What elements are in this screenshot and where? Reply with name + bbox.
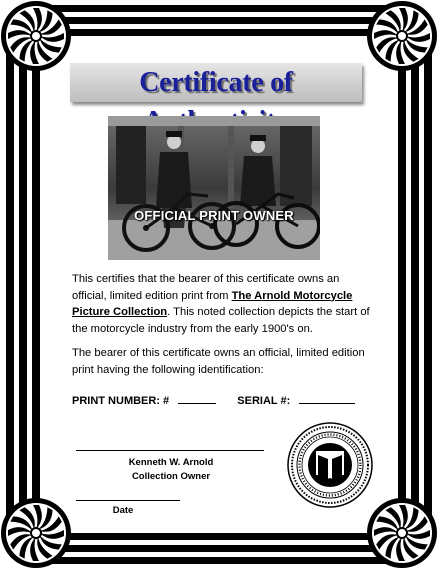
border-bottom-stripe-2 (30, 545, 408, 552)
certificate-title: Certificate of (139, 67, 293, 98)
paragraph-text-end: . This noted collection depicts the start of the motorcycle industry from the early 1900's on. (72, 306, 370, 335)
border-top-stripe-1 (30, 5, 408, 12)
serial-label: SERIAL #: (237, 395, 291, 407)
title-banner (70, 63, 362, 102)
owner-title: Collection Owner (131, 471, 211, 482)
serial-number-field (299, 393, 355, 404)
certification-paragraph (72, 271, 372, 337)
border-left-stripe-2 (19, 30, 27, 540)
border-bottom-stripe-3 (30, 557, 408, 564)
border-right-stripe-2 (411, 30, 419, 540)
border-bottom-stripe-1 (40, 533, 398, 540)
signature-line (76, 450, 264, 451)
border-left-stripe-1 (6, 30, 14, 540)
rosette-ornament-icon (366, 0, 438, 72)
print-number-label: PRINT NUMBER: # (72, 395, 170, 407)
collection-name: The Arnold Motorcycle Picture Collection (72, 289, 353, 318)
book-seal-icon (287, 422, 373, 508)
identification-row (72, 393, 355, 407)
border-top-stripe-2 (30, 17, 408, 24)
photo-overlay-label: OFFICIAL PRINT OWNER (134, 208, 294, 223)
border-left-stripe-3 (32, 40, 40, 530)
rosette-ornament-icon (366, 497, 438, 569)
motorcycle-photo (108, 116, 320, 260)
paragraph-text-start: This certifies that the bearer of this certificate owns an official, limited edition print from (72, 273, 340, 302)
border-right-stripe-3 (424, 30, 432, 540)
print-number-field (178, 393, 216, 404)
identification-paragraph: The bearer of this certificate owns an official, limited edition print having the following identification: (72, 347, 365, 376)
border-right-stripe-1 (398, 40, 406, 530)
rosette-ornament-icon (0, 0, 72, 72)
border-top-stripe-3 (40, 29, 398, 36)
owner-name: Kenneth W. Arnold (128, 457, 214, 468)
date-label: Date (112, 505, 134, 516)
rosette-ornament-icon (0, 497, 72, 569)
date-line (76, 500, 180, 501)
